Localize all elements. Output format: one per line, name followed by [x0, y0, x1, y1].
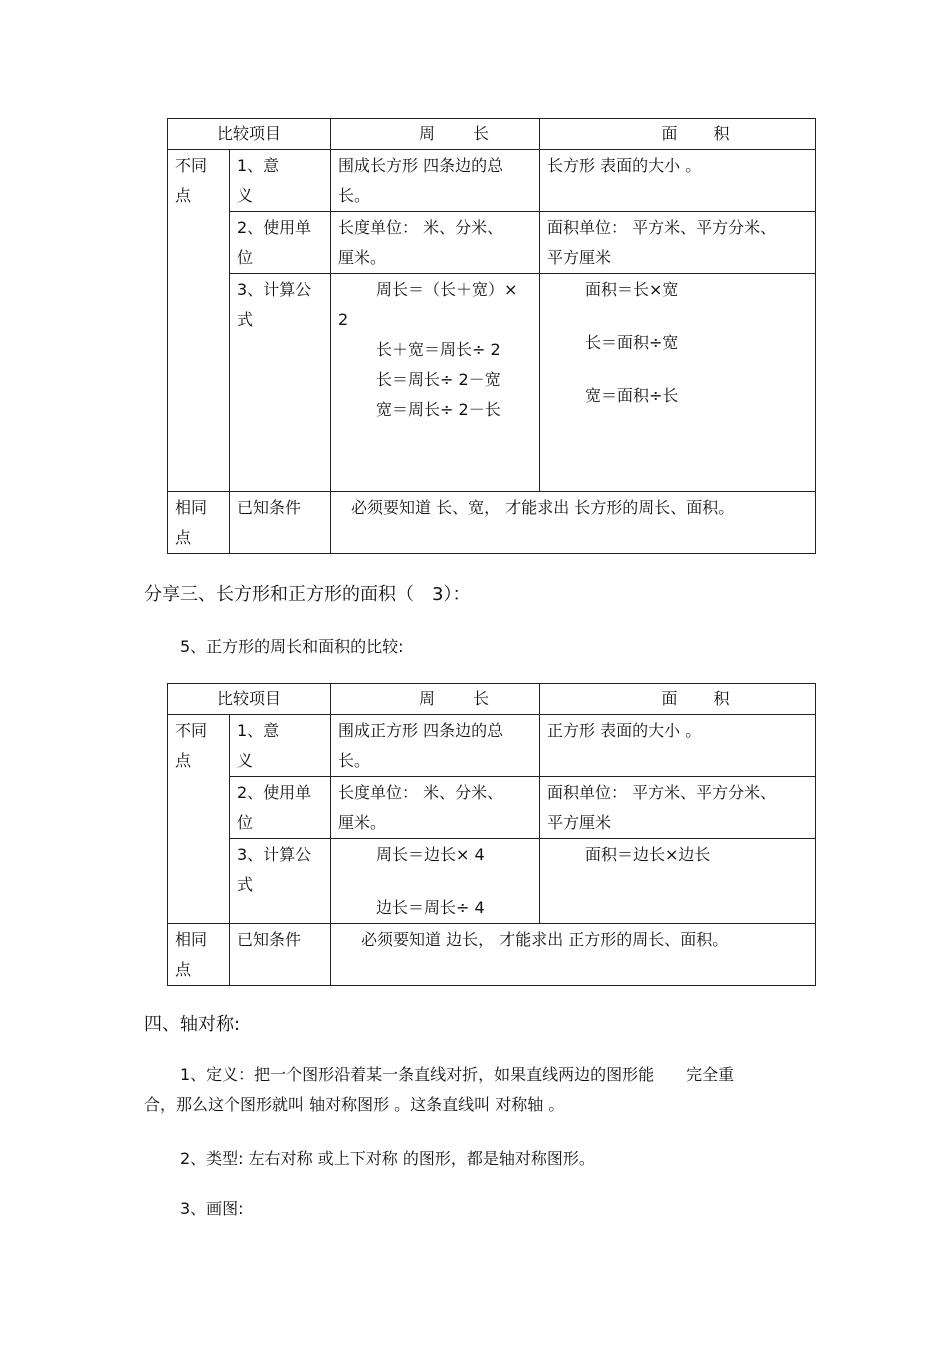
header-perimeter: 周 长: [331, 684, 540, 715]
formula: 宽＝面积÷长: [585, 386, 679, 405]
header-area: 面 积: [540, 684, 816, 715]
formula: 面积＝边长×边长: [585, 845, 711, 864]
perimeter-unit: 长度单位： 米、分米、 厘米。: [331, 212, 540, 274]
same-text: 必须要知道 长、宽， 才能求出 长方形的周长、面积。: [331, 492, 816, 554]
formula: 面积＝长×宽: [585, 280, 679, 299]
formula: 长＝面积÷宽: [585, 333, 679, 352]
header-area: 面 积: [540, 119, 816, 150]
types-line: 2、类型: 左右对称 或上下对称 的图形，都是轴对称图形。: [180, 1149, 595, 1168]
row-item-meaning: 1、意 义: [230, 715, 331, 777]
same-text: 必须要知道 边长， 才能求出 正方形的周长、面积。: [331, 924, 816, 986]
square-comparison-table: [167, 683, 816, 986]
perimeter-unit: 长度单位： 米、分米、 厘米。: [331, 777, 540, 839]
section-item: 5、正方形的周长和面积的比较:: [180, 637, 404, 656]
diff-label: 不同 点: [168, 150, 230, 492]
table-row: [168, 212, 816, 274]
table-header-row: [168, 684, 816, 715]
area-formulas: [540, 839, 816, 924]
diff-label: 不同 点: [168, 715, 230, 924]
formula: 长＋宽＝周长÷ 2: [376, 340, 501, 359]
formula: 2: [338, 310, 349, 329]
table-row: [168, 150, 816, 212]
table-row: [168, 492, 816, 554]
same-item: 已知条件: [230, 924, 331, 986]
section-heading: 分享三、长方形和正方形的面积（ 3）：: [144, 584, 471, 605]
header-compare-item: 比较项目: [168, 684, 331, 715]
header-compare-item: 比较项目: [168, 119, 331, 150]
area-unit: 面积单位： 平方米、平方分米、 平方厘米: [540, 212, 816, 274]
area-unit: 面积单位： 平方米、平方分米、 平方厘米: [540, 777, 816, 839]
rectangle-comparison-table: [167, 118, 816, 554]
table-row: [168, 274, 816, 492]
row-item-unit: 2、使用单 位: [230, 777, 331, 839]
perimeter-formulas: [331, 839, 540, 924]
area-formulas: [540, 274, 816, 492]
row-item-formula: 3、计算公 式: [230, 274, 331, 492]
same-label: 相同 点: [168, 492, 230, 554]
same-label: 相同 点: [168, 924, 230, 986]
table-row: [168, 777, 816, 839]
formula: 周长＝边长× 4: [376, 845, 485, 864]
area-meaning: 正方形 表面的大小 。: [540, 715, 816, 777]
same-item: 已知条件: [230, 492, 331, 554]
perimeter-meaning: 围成长方形 四条边的总 长。: [331, 150, 540, 212]
table-row: [168, 839, 816, 924]
formula: 长＝周长÷ 2－宽: [376, 370, 501, 389]
area-meaning: 长方形 表面的大小 。: [540, 150, 816, 212]
row-item-formula: 3、计算公 式: [230, 839, 331, 924]
table-header-row: [168, 119, 816, 150]
formula: 边长＝周长÷ 4: [376, 898, 485, 917]
row-item-unit: 2、使用单 位: [230, 212, 331, 274]
definition-line-2: 合，那么这个图形就叫 轴对称图形 。这条直线叫 对称轴 。: [144, 1095, 565, 1114]
perimeter-meaning: 围成正方形 四条边的总 长。: [331, 715, 540, 777]
section-heading: 四、轴对称:: [144, 1014, 241, 1035]
perimeter-formulas: [331, 274, 540, 492]
draw-line: 3、画图:: [180, 1199, 244, 1218]
header-perimeter: 周 长: [331, 119, 540, 150]
table-row: [168, 715, 816, 777]
definition-line-1: 1、定义：把一个图形沿着某一条直线对折，如果直线两边的图形能 完全重: [180, 1065, 735, 1084]
formula: 宽＝周长÷ 2－长: [376, 400, 501, 419]
formula: 周长＝（长＋宽）×: [376, 280, 518, 299]
table-row: [168, 924, 816, 986]
row-item-meaning: 1、意 义: [230, 150, 331, 212]
